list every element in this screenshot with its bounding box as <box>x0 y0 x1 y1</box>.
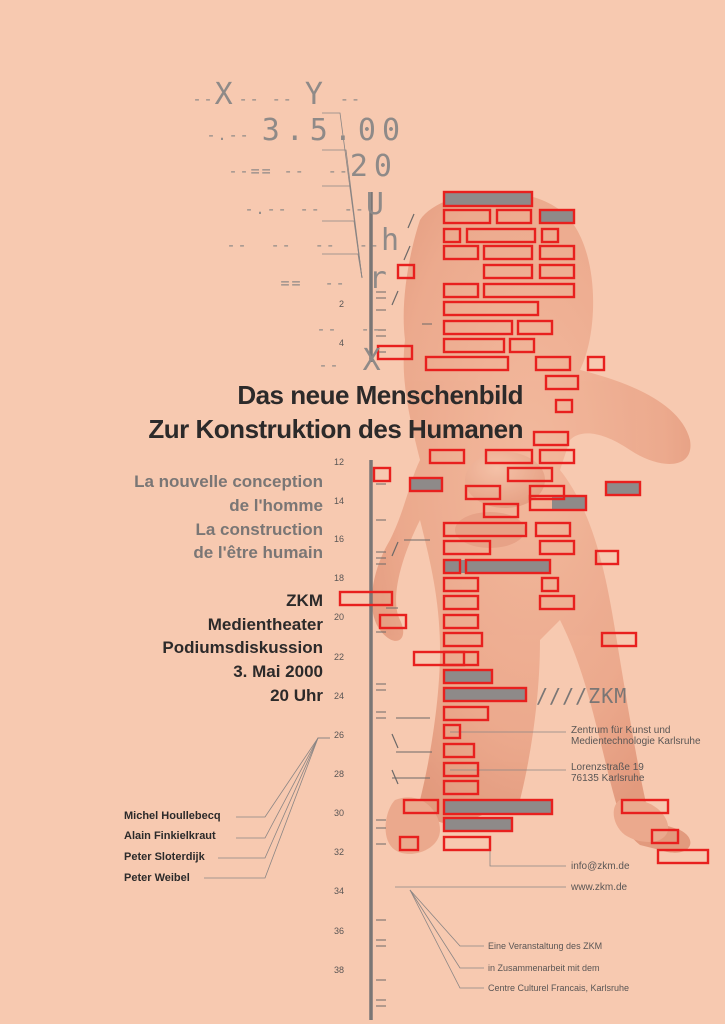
french-line-3: La construction <box>195 520 323 539</box>
address-city: 76135 Karlsruhe <box>571 773 645 784</box>
scale-tick: 30 <box>333 808 344 818</box>
scale-tick: 38 <box>333 965 344 975</box>
figure-silhouette <box>372 192 691 854</box>
scale-tick: 14 <box>333 496 344 506</box>
display-dashes: -.-- <box>206 126 262 144</box>
scale-tick: 2 <box>338 299 344 309</box>
participant-2: Alain Finkielkraut <box>124 830 216 842</box>
event-venue: ZKM <box>286 591 323 610</box>
french-line-2: de l'homme <box>229 496 323 515</box>
display-dashes: -- <box>192 90 215 108</box>
display-dashes: --== -- -- <box>228 162 350 180</box>
zkm-logo: ////ZKM <box>536 684 628 708</box>
scale-tick: 22 <box>333 652 344 662</box>
display-u: U <box>365 187 390 222</box>
scale-tick: 16 <box>333 534 344 544</box>
scale-tick: 28 <box>333 769 344 779</box>
institution-line-1: Zentrum für Kunst und <box>571 725 671 736</box>
scale-tick: 18 <box>333 573 344 583</box>
display-dashes: -- -- <box>316 320 383 338</box>
contact-web[interactable]: www.zkm.de <box>571 882 628 893</box>
display-date: 3.5.00 <box>261 113 407 148</box>
organizer-line-3: Centre Culturel Francais, Karlsruhe <box>488 983 630 993</box>
institution-line-2: Medientechnologie Karlsruhe <box>571 736 701 747</box>
display-r: r <box>368 261 393 296</box>
scale-tick: 12 <box>333 457 344 467</box>
title-line-1: Das neue Menschenbild <box>237 380 523 410</box>
participant-leader-lines <box>204 738 330 878</box>
scale-tick: 4 <box>338 338 344 348</box>
french-line-4: de l'être humain <box>193 543 323 562</box>
contact-email[interactable]: info@zkm.de <box>571 861 630 872</box>
display-x2: X <box>362 343 387 378</box>
address-street: Lorenzstraße 19 <box>571 762 644 773</box>
display-h: h <box>380 223 406 258</box>
display-dashes: -.-- -- -- <box>244 200 366 218</box>
french-line-1: La nouvelle conception <box>134 472 323 491</box>
title-line-2: Zur Konstruktion des Humanen <box>148 414 523 444</box>
display-dashes: -- -- <box>238 90 305 108</box>
scale-tick: 32 <box>333 847 344 857</box>
display-dashes: -- -- -- -- <box>226 236 381 254</box>
event-time: 20 Uhr <box>270 686 323 705</box>
display-dashes: -- <box>318 356 363 374</box>
participant-4: Peter Weibel <box>124 872 190 884</box>
event-date: 3. Mai 2000 <box>233 662 323 681</box>
display-y: Y <box>304 77 329 112</box>
event-type: Podiumsdiskussion <box>162 638 323 657</box>
display-dashes: == -- <box>280 274 369 292</box>
scale-tick: 24 <box>333 691 344 701</box>
scale-tick: 34 <box>333 886 344 896</box>
scale-tick: 26 <box>333 730 344 740</box>
display-dashes: -- <box>328 90 362 108</box>
display-hour: 20 <box>349 149 398 184</box>
scale-tick: 36 <box>333 926 344 936</box>
event-hall: Medientheater <box>207 615 323 634</box>
organizer-line-1: Eine Veranstaltung des ZKM <box>488 941 603 951</box>
organizer-line-2: in Zusammenarbeit mit dem <box>488 963 600 973</box>
participant-1: Michel Houllebecq <box>124 810 221 822</box>
scale-tick: 20 <box>333 612 344 622</box>
display-x: X <box>214 77 239 112</box>
participant-3: Peter Sloterdijk <box>124 851 205 863</box>
